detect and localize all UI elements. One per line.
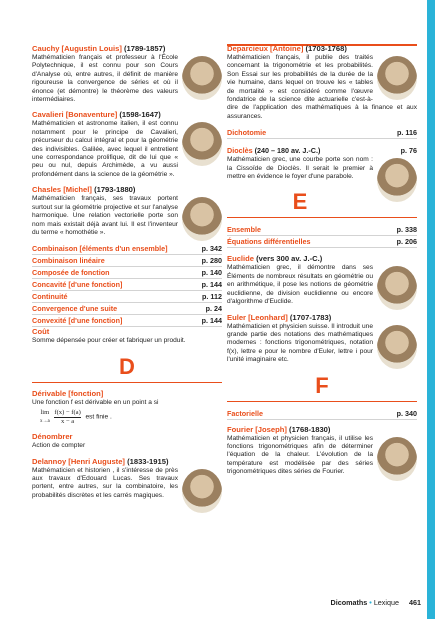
entry-text: Somme dépensée pour créer et fabriquer un produit.: [32, 337, 186, 345]
entry-text: Mathématicien français et professeur à l'École Polytechnique, il est connu pour son Cours d'Analyse où, entre autres, il définit de manière rigoureuse la convergence de séries et où il énonce (et démontre) le théorème des valeurs intermédiaires.: [32, 54, 178, 104]
entry-dates: (1768-1830): [289, 424, 331, 434]
entry-page: p. 76: [400, 146, 417, 156]
letter-heading-f: [227, 373, 417, 402]
index-list-c: [32, 243, 222, 327]
index-entry[interactable]: Convergence d'une suite p. 24: [32, 304, 222, 314]
entry-text: Mathématicien grec, il démontre dans ses Éléments de nombreux résultats en géométrie ou en arithmétique, il pose les notions de géométrie euclidienne, de division euclidienne ou encore d'algorithme d'Euclide.: [227, 264, 373, 306]
footer-bullet: •: [369, 598, 372, 607]
entry-text: Action de compter: [32, 442, 86, 450]
portrait-image: [377, 56, 417, 100]
page-number: 461: [409, 598, 421, 607]
entry-name: Dioclès: [227, 146, 253, 156]
entry-name: Euclide: [227, 254, 255, 264]
entry-euler: [227, 313, 417, 365]
entry-fourier: [227, 425, 417, 477]
entry-dates: (1598-1647): [119, 110, 161, 120]
entry-name: Euler [Leonhard]: [227, 312, 288, 322]
entry-name: Cauchy [Augustin Louis]: [32, 44, 122, 53]
entry-text: Mathématicien français, il publie des traités concernant la trigonométrie et les probabilités. Son Essai sur les probabilités de la durée de la vie humaine, dans lequel on trouve les « tables de mortalité » est considéré comme l'œuvre fondatrice de la science dite actuarielle c'est-à-dire de l'application des mathématiques à la finance et aux assurances.: [227, 54, 417, 120]
entry-dates: (1833-1915): [127, 456, 169, 466]
letter-heading-d: [32, 354, 222, 383]
entry-name: Cavalieri [Bonaventure]: [32, 110, 118, 120]
entry-dates: (vers 300 av. J.-C.): [256, 254, 323, 264]
entry-name: Fourier [Joseph]: [227, 424, 287, 434]
entry-dates: (1789-1857): [123, 44, 166, 53]
section-letter: F: [315, 372, 329, 398]
index-entry[interactable]: Concavité [d'une fonction] p. 144: [32, 280, 222, 290]
index-entry[interactable]: Combinaison linéaire p. 280: [32, 256, 222, 266]
index-entry[interactable]: Convexité [d'une fonction] p. 144: [32, 316, 222, 326]
entry-text: Mathématicien et historien , il s'intéresse de près aux travaux d'Edouard Lucas. Ses travaux portent, entre autres, sur la combinatoire, les probabilités discrètes et les carrés magiques.: [32, 466, 178, 499]
entry-name: Deparcieux [Antoine]: [227, 44, 304, 53]
portrait-image: [377, 437, 417, 481]
letter-rule: [227, 217, 417, 218]
entry-cavalieri: [32, 110, 222, 179]
index-entry[interactable]: Dichotomie p. 116: [227, 128, 417, 138]
entry-deparcieux: [227, 44, 417, 121]
index-entry[interactable]: Ensemble p. 338: [227, 225, 417, 235]
footer-book-title: Dicomaths: [330, 598, 368, 607]
index-entry[interactable]: Factorielle p. 340: [227, 408, 417, 418]
entry-dates: (1793-1880): [94, 185, 136, 195]
section-letter: D: [119, 353, 135, 379]
letter-rule: [227, 401, 417, 402]
right-column: [227, 44, 417, 483]
portrait-image: [377, 325, 417, 369]
page-footer: [331, 598, 421, 607]
entry-cout: [32, 327, 222, 345]
entry-text: Une fonction f est dérivable en un point a si: [32, 398, 159, 406]
entry-text: Mathématicien français, ses travaux portent surtout sur la géométrie projective et sur l'analyse harmonique. Une relation vectorielle porte son nom mais existait déjà avant lui. Il est l'inventeur du terme « homothétie ».: [32, 195, 178, 236]
portrait-image: [182, 56, 222, 100]
entry-dates: (1703-1768): [305, 44, 347, 53]
index-entry[interactable]: Équations différentielles p. 206: [227, 237, 417, 247]
entry-delannoy: [32, 457, 222, 501]
entry-euclide: [227, 254, 417, 306]
entry-name: Chasles [Michel]: [32, 185, 92, 195]
entry-term: Dénombrer: [32, 432, 73, 442]
section-letter: E: [292, 189, 308, 215]
entry-name: Delannoy [Henri Auguste]: [32, 456, 125, 466]
entry-text: Mathématicien grec, une courbe porte son nom : la Cissoïde de Dioclès. Il serait le premier à mettre en évidence le foyer d'une parabole.: [227, 156, 373, 181]
entry-derivable: [32, 389, 222, 426]
entry-text: Mathématicien et physicien suisse. Il introduit une grande partie des notations des mathématiques modernes : fonctions trigonométriques, notation f(x), lettre e pour le nombre d'Euler, lettre i pour l'unité imaginaire etc.: [227, 322, 373, 364]
limit-formula: lim $x\to a \frac{f(x) - f(a)}{x - a}$ est finie .: [40, 409, 112, 426]
entry-term: Coût: [32, 327, 50, 337]
index-entry[interactable]: Continuité p. 112: [32, 292, 222, 302]
entry-cauchy: [32, 44, 222, 104]
portrait-image: [182, 197, 222, 241]
entry-text: Mathématicien et physicien français, il utilise les fonctions trigonométriques afin de déterminer l'équation de la chaleur. L'évolution de la température est modélisée par des séries trigonométriques dites séries de Fourier.: [227, 434, 373, 476]
entry-term: Dérivable [fonction]: [32, 388, 104, 398]
entry-text: Mathématicien et astronome italien, il est connu notamment pour le principe de Cavalieri, précurseur du calcul intégral et pour la géométrie des indivisibles. Galilée, avec lequel il entretient une correspondance prolifique, dit de lui que « peu ou nul, depuis Archimède, a vu aussi profondément dans la science de la géométrie ».: [32, 120, 178, 178]
left-column: [32, 44, 222, 515]
entry-dates: (1707-1783): [289, 312, 332, 322]
entry-chasles: [32, 185, 222, 237]
entry-diocles: [227, 145, 417, 181]
side-tab: [427, 0, 435, 619]
index-entry[interactable]: Combinaison [éléments d'un ensemble] p. 342: [32, 244, 222, 254]
letter-rule: [32, 382, 222, 383]
portrait-image: [182, 469, 222, 513]
entry-denombrer: [32, 432, 222, 450]
entry-dates: (240 – 180 av. J.-C.): [254, 146, 321, 156]
portrait-image: [377, 158, 417, 202]
index-entry[interactable]: Composée de fonction p. 140: [32, 268, 222, 278]
footer-section: Lexique: [373, 598, 399, 607]
